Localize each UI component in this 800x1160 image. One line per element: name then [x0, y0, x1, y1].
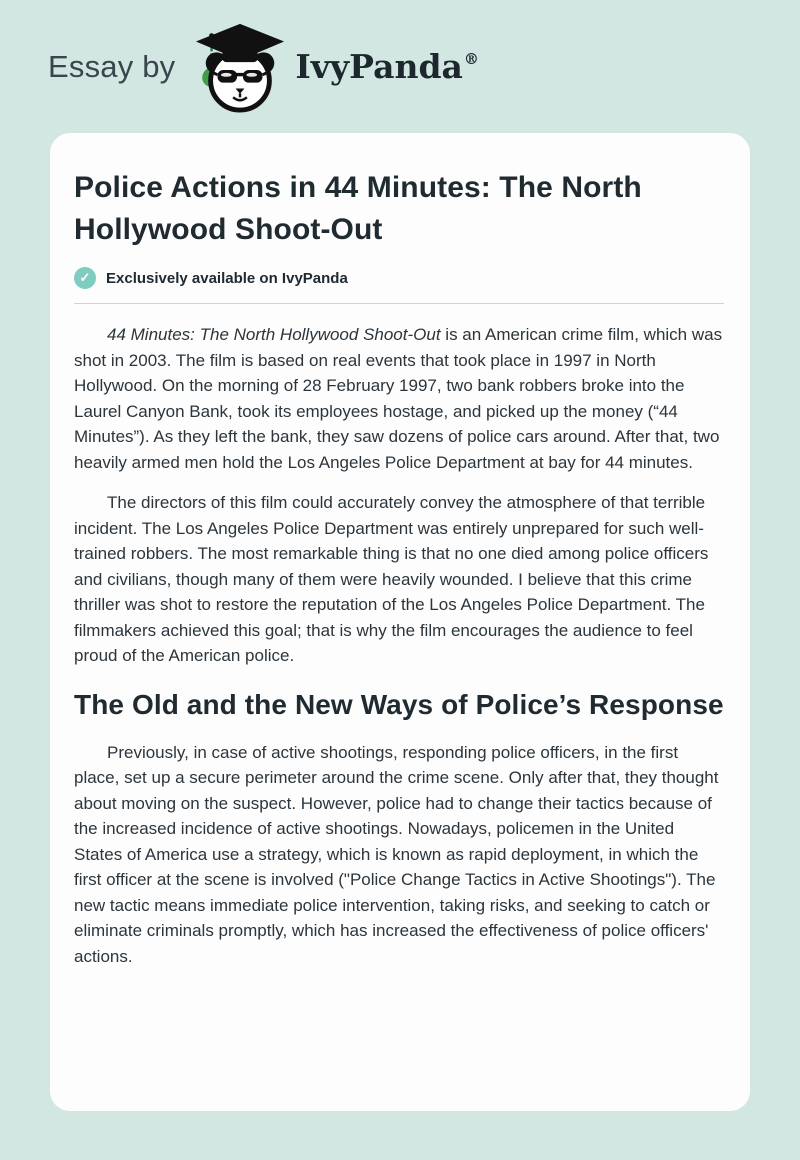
- check-icon: ✓: [74, 267, 96, 289]
- essay-title: Police Actions in 44 Minutes: The North Hollywood Shoot-Out: [74, 171, 642, 246]
- brand-wordmark: [295, 47, 479, 86]
- film-title-italic: 44 Minutes: The North Hollywood Shoot-Out: [107, 325, 441, 344]
- paragraph-intro-text: is an American crime film, which was shot in 2003. The film is based on real events that took place in 1997 in North Hollywood. On the morning of 28 February 1997, two bank robbers broke into the Laurel Canyon Bank, took its employees hostage, and picked up the money (“44 Minutes”). As they left the bank, they saw dozens of police cars around. After that, two heavily armed men hold the Los Angeles Police Department at bay for 44 minutes.: [74, 325, 723, 472]
- divider: [74, 303, 724, 304]
- paragraph-tactics: Previously, in case of active shootings, responding police officers, in the first place, set up a secure perimeter around the crime scene. Only after that, they thought about moving on the suspect. However, police had to change their tactics because of the increased incidence of active shootings. Nowadays, policemen in the United States of America use a strategy, which is known as rapid deployment, in which the first officer at the scene is involved ("Police Change Tactics in Active Shootings"). The new tactic means immediate police intervention, taking risks, and seeking to catch or eliminate criminals promptly, which has increased the effectiveness of police officers' actions.: [74, 742, 719, 966]
- paragraph-directors: The directors of this film could accurately convey the atmosphere of that terrible incident. The Los Angeles Police Department was entirely unprepared for such well-trained robbers. The most remarkable thing is that no one died among police officers and civilians, though many of them were heavily wounded. I believe that this crime thriller was shot to restore the reputation of the Los Angeles Police Department. The filmmakers achieved this goal; that is why the film encourages the audience to feel proud of the American police.: [74, 493, 709, 665]
- paragraph-intro: [74, 322, 724, 475]
- essay-by-label: Essay by: [48, 48, 176, 84]
- exclusive-badge: [74, 267, 724, 289]
- brand-name: IvyPanda: [295, 47, 463, 86]
- site-header: [0, 0, 800, 133]
- registered-mark: ®: [463, 50, 479, 68]
- exclusive-badge-label: Exclusively available on IvyPanda: [106, 269, 348, 287]
- essay-card: [50, 133, 750, 1111]
- section-heading: The Old and the New Ways of Police’s Response: [74, 688, 724, 720]
- panda-graduate-logo-icon: [191, 20, 289, 114]
- ivypanda-brand-link[interactable]: [191, 20, 479, 114]
